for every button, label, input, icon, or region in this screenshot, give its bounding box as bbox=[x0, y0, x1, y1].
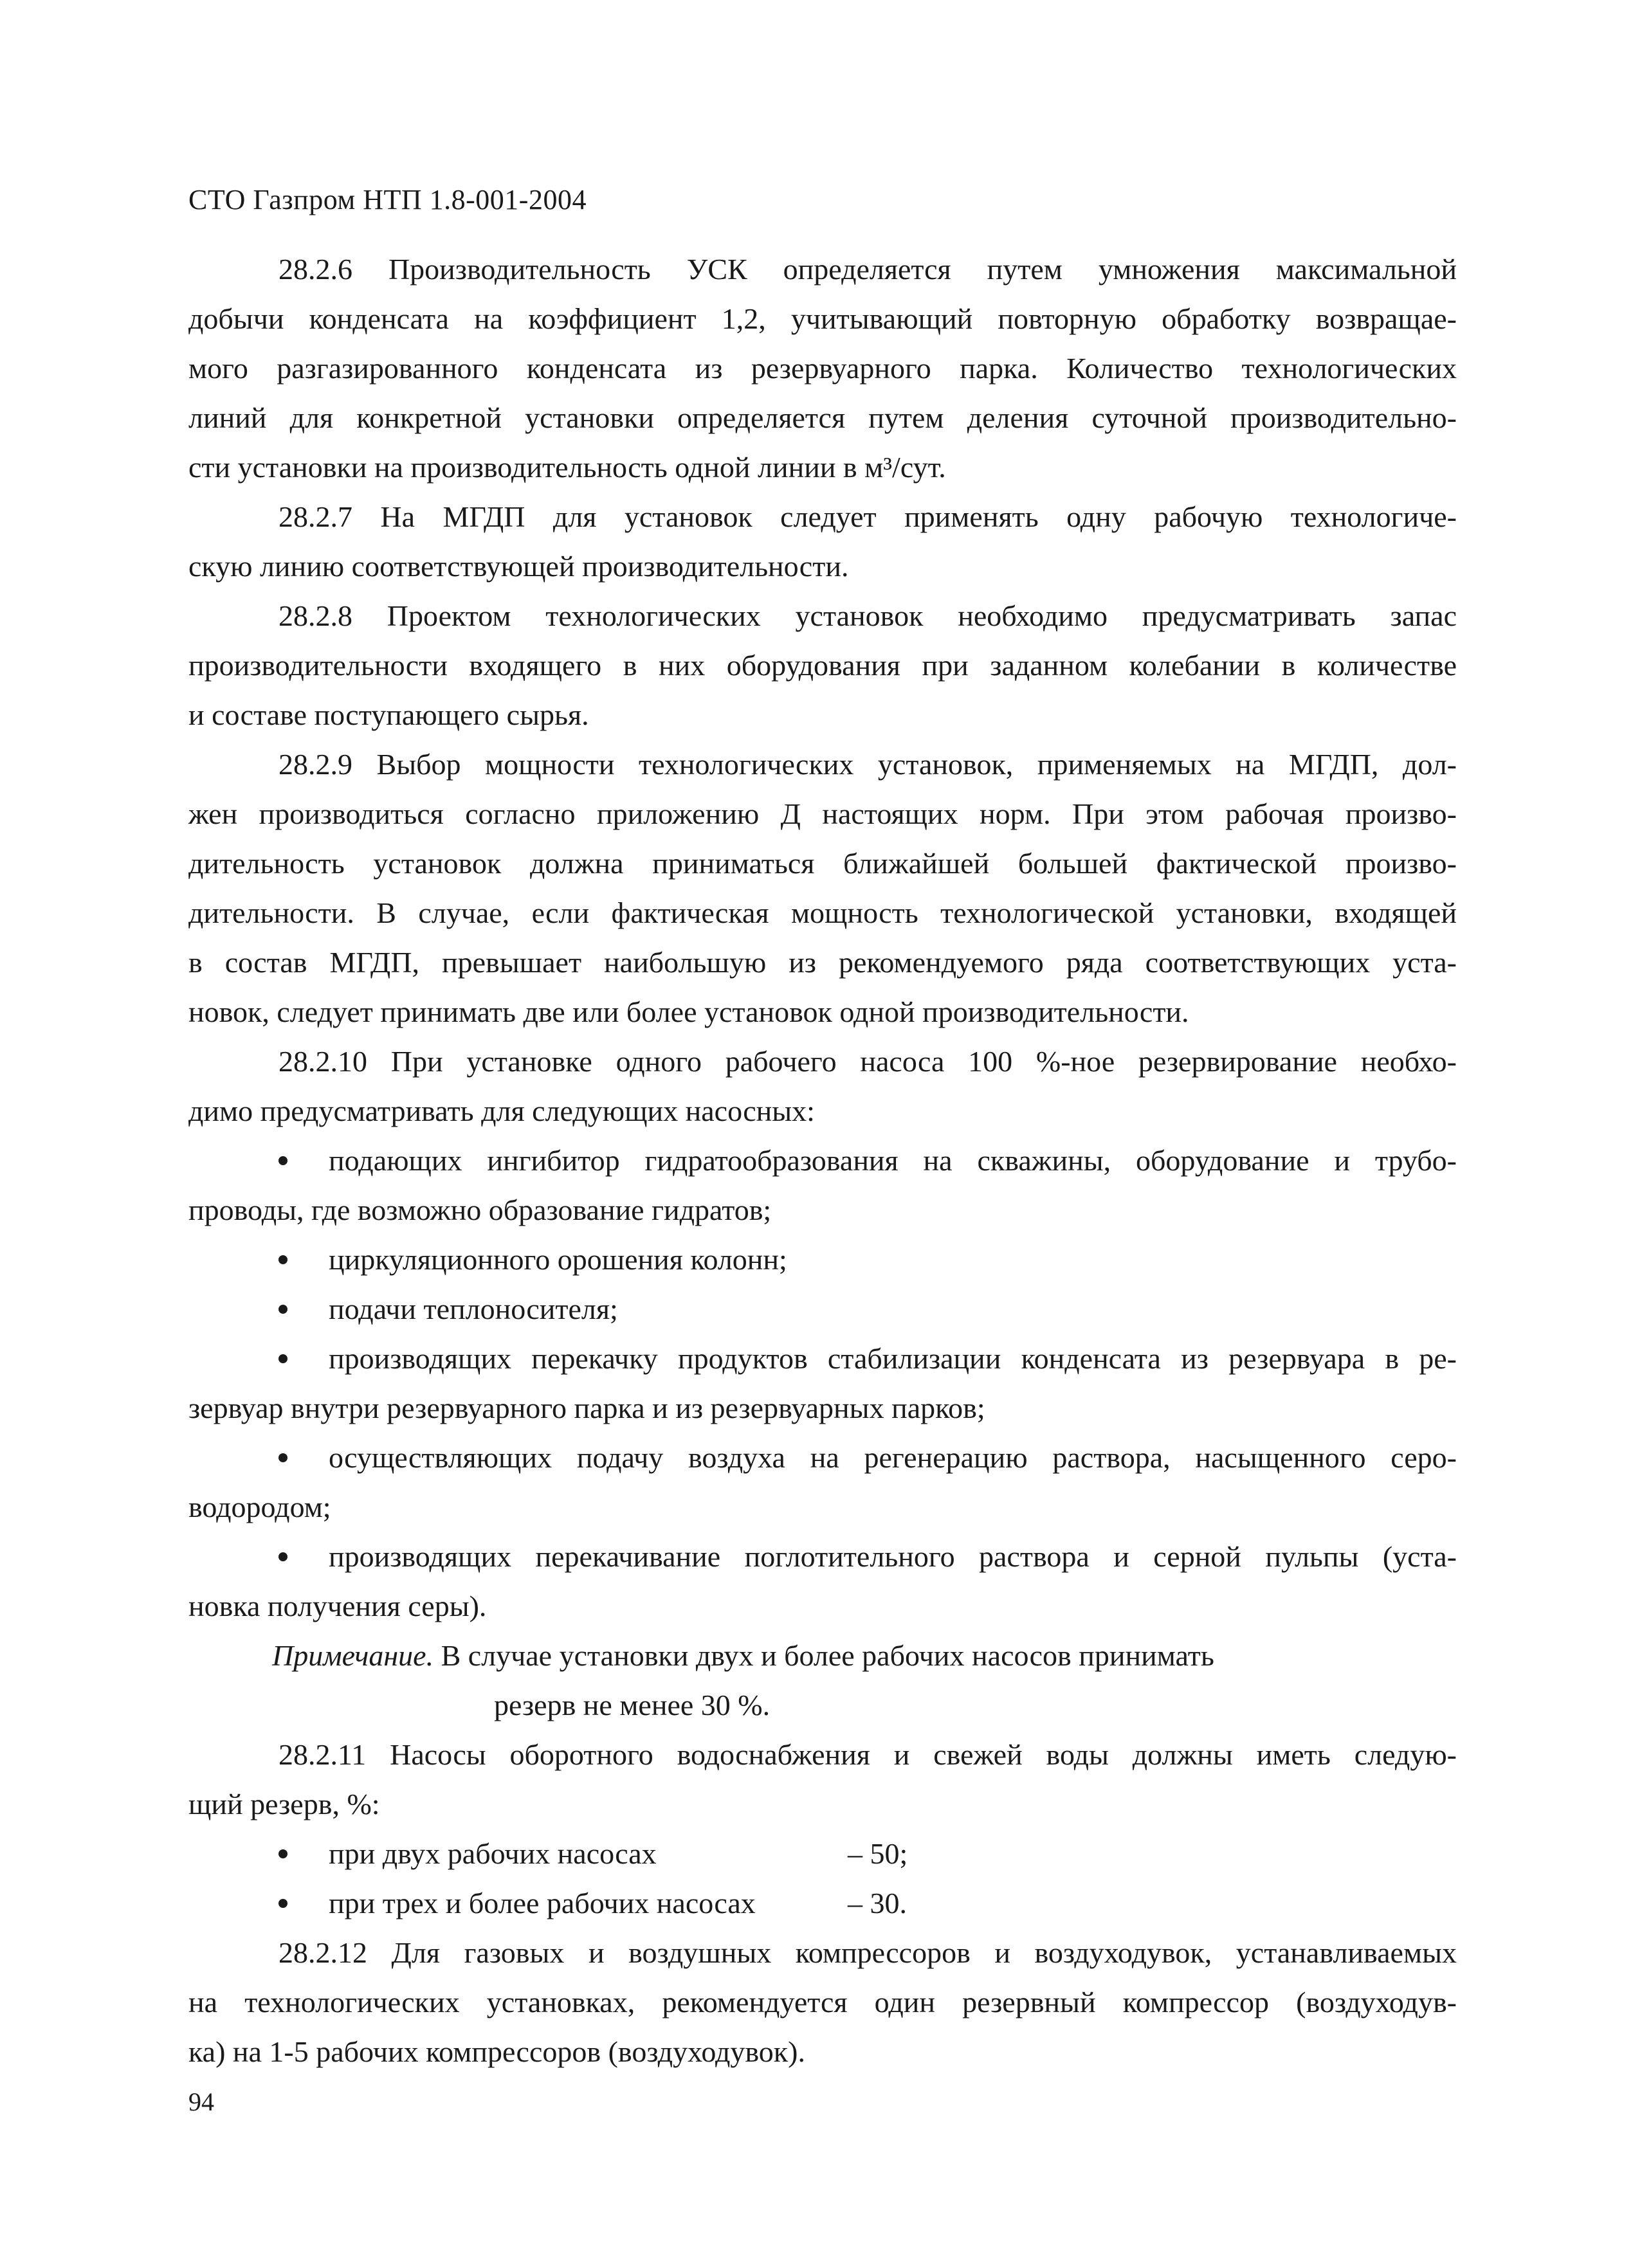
pump-list bbox=[188, 1136, 1457, 1631]
list-item-text: водородом; bbox=[188, 1491, 331, 1523]
document-body bbox=[188, 244, 1457, 2076]
text-line: скую линию соответствующей производительности. bbox=[188, 550, 849, 583]
bullet-icon bbox=[278, 1305, 287, 1314]
paragraph-28-2-10 bbox=[188, 1037, 1457, 1136]
text-line: сти установки на производительность одной линии в м³/сут. bbox=[188, 451, 946, 484]
page-number: 94 bbox=[188, 2087, 214, 2116]
list-item bbox=[188, 1334, 1457, 1433]
list-item-text: зервуар внутри резервуарного парка и из резервуарных парков; bbox=[188, 1392, 985, 1424]
text-line: 28.2.12 Для газовых и воздушных компрессоров и воздуходувок, устанавливаемых bbox=[278, 1936, 1457, 1969]
text-line: в состав МГДП, превышает наибольшую из рекомендуемого ряда соответствующих уста- bbox=[188, 946, 1457, 979]
note-text: резерв не менее 30 %. bbox=[494, 1689, 771, 1721]
bullet-icon bbox=[278, 1552, 287, 1561]
paragraph-28-2-8 bbox=[188, 591, 1457, 739]
bullet-icon bbox=[278, 1354, 287, 1363]
text-line: дительности. В случае, если фактическая мощность технологической установки, входящей bbox=[188, 896, 1457, 929]
bullet-icon bbox=[278, 1849, 287, 1858]
paragraph-28-2-9 bbox=[188, 739, 1457, 1037]
text-line: 28.2.8 Проектом технологических установок необходимо предусматривать запас bbox=[278, 599, 1457, 632]
list-item bbox=[188, 1532, 1457, 1631]
text-line: дительность установок должна приниматься ближайшей большей фактической произво- bbox=[188, 847, 1457, 880]
list-item-line bbox=[188, 1136, 1457, 1185]
paragraph-28-2-12 bbox=[188, 1928, 1457, 2076]
list-item bbox=[188, 1433, 1457, 1532]
text-line: производительности входящего в них оборудования при заданном колебании в количестве bbox=[188, 649, 1457, 682]
text-line: 28.2.7 На МГДП для установок следует применять одну рабочую технологиче- bbox=[278, 500, 1457, 533]
paragraph-28-2-11 bbox=[188, 1730, 1457, 1829]
text-line: добычи конденсата на коэффициент 1,2, учитывающий повторную обработку возвращае- bbox=[188, 302, 1457, 335]
list-item-line bbox=[188, 1235, 1457, 1284]
list-item bbox=[188, 1235, 1457, 1284]
list-item-text: проводы, где возможно образование гидратов; bbox=[188, 1193, 772, 1226]
reserve-label: при трех и более рабочих насосах bbox=[329, 1887, 756, 1919]
text-line: жен производиться согласно приложению Д настоящих норм. При этом рабочая произво- bbox=[188, 797, 1457, 830]
reserve-label: при двух рабочих насосах bbox=[329, 1837, 657, 1870]
text-line: 28.2.6 Производительность УСК определяется путем умножения максимальной bbox=[278, 253, 1457, 286]
reserve-value: – 50; bbox=[848, 1837, 908, 1870]
list-item-text: циркуляционного орошения колонн; bbox=[329, 1243, 787, 1276]
text-line: димо предусматривать для следующих насосных: bbox=[188, 1094, 815, 1127]
text-line: 28.2.10 При установке одного рабочего насоса 100 %-ное резервирование необхо- bbox=[278, 1045, 1457, 1078]
list-item-line bbox=[188, 1433, 1457, 1482]
list-item-text: производящих перекачивание поглотительного раствора и серной пульпы (уста- bbox=[329, 1540, 1457, 1573]
reserve-value: – 30. bbox=[848, 1887, 907, 1919]
paragraph-28-2-7 bbox=[188, 492, 1457, 591]
text-line: на технологических установках, рекомендуется один резервный компрессор (воздуходув- bbox=[188, 1986, 1457, 2019]
note-line bbox=[188, 1631, 1457, 1680]
list-item bbox=[188, 1829, 1457, 1878]
list-item-line bbox=[188, 1334, 1457, 1383]
text-line: 28.2.11 Насосы оборотного водоснабжения и свежей воды должны иметь следую- bbox=[278, 1738, 1457, 1771]
bullet-icon bbox=[278, 1453, 287, 1462]
text-line: щий резерв, %: bbox=[188, 1788, 380, 1820]
list-item-text: подачи теплоносителя; bbox=[329, 1293, 618, 1325]
bullet-icon bbox=[278, 1255, 287, 1264]
text-line: и составе поступающего сырья. bbox=[188, 698, 589, 731]
text-line: ка) на 1-5 рабочих компрессоров (воздуходувок). bbox=[188, 2035, 805, 2068]
note-label: Примечание. bbox=[272, 1639, 434, 1672]
text-line: линий для конкретной установки определяется путем деления суточной производительно- bbox=[188, 401, 1457, 434]
list-item-text: подающих ингибитор гидратообразования на скважины, оборудование и трубо- bbox=[329, 1144, 1457, 1177]
note-text: В случае установки двух и более рабочих насосов принимать bbox=[441, 1639, 1214, 1672]
text-line: мого разгазированного конденсата из резервуарного парка. Количество технологических bbox=[188, 352, 1457, 385]
list-item-text: осуществляющих подачу воздуха на регенерацию раствора, насыщенного серо- bbox=[329, 1441, 1457, 1474]
list-item bbox=[188, 1136, 1457, 1235]
list-item-line bbox=[188, 1284, 1457, 1334]
document-header: СТО Газпром НТП 1.8-001-2004 bbox=[188, 184, 587, 215]
bullet-icon bbox=[278, 1899, 287, 1908]
list-item-text: новка получения серы). bbox=[188, 1590, 487, 1622]
paragraph-28-2-6 bbox=[188, 244, 1457, 492]
list-item bbox=[188, 1284, 1457, 1334]
list-item-line bbox=[188, 1532, 1457, 1581]
text-line: 28.2.9 Выбор мощности технологических установок, применяемых на МГДП, дол- bbox=[278, 748, 1457, 781]
text-line: новок, следует принимать две или более установок одной производительности. bbox=[188, 995, 1189, 1028]
reserve-list bbox=[188, 1829, 1457, 1928]
note bbox=[188, 1631, 1457, 1730]
bullet-icon bbox=[278, 1156, 287, 1165]
list-item bbox=[188, 1878, 1457, 1928]
list-item-text: производящих перекачку продуктов стабилизации конденсата из резервуара в ре- bbox=[329, 1342, 1457, 1375]
